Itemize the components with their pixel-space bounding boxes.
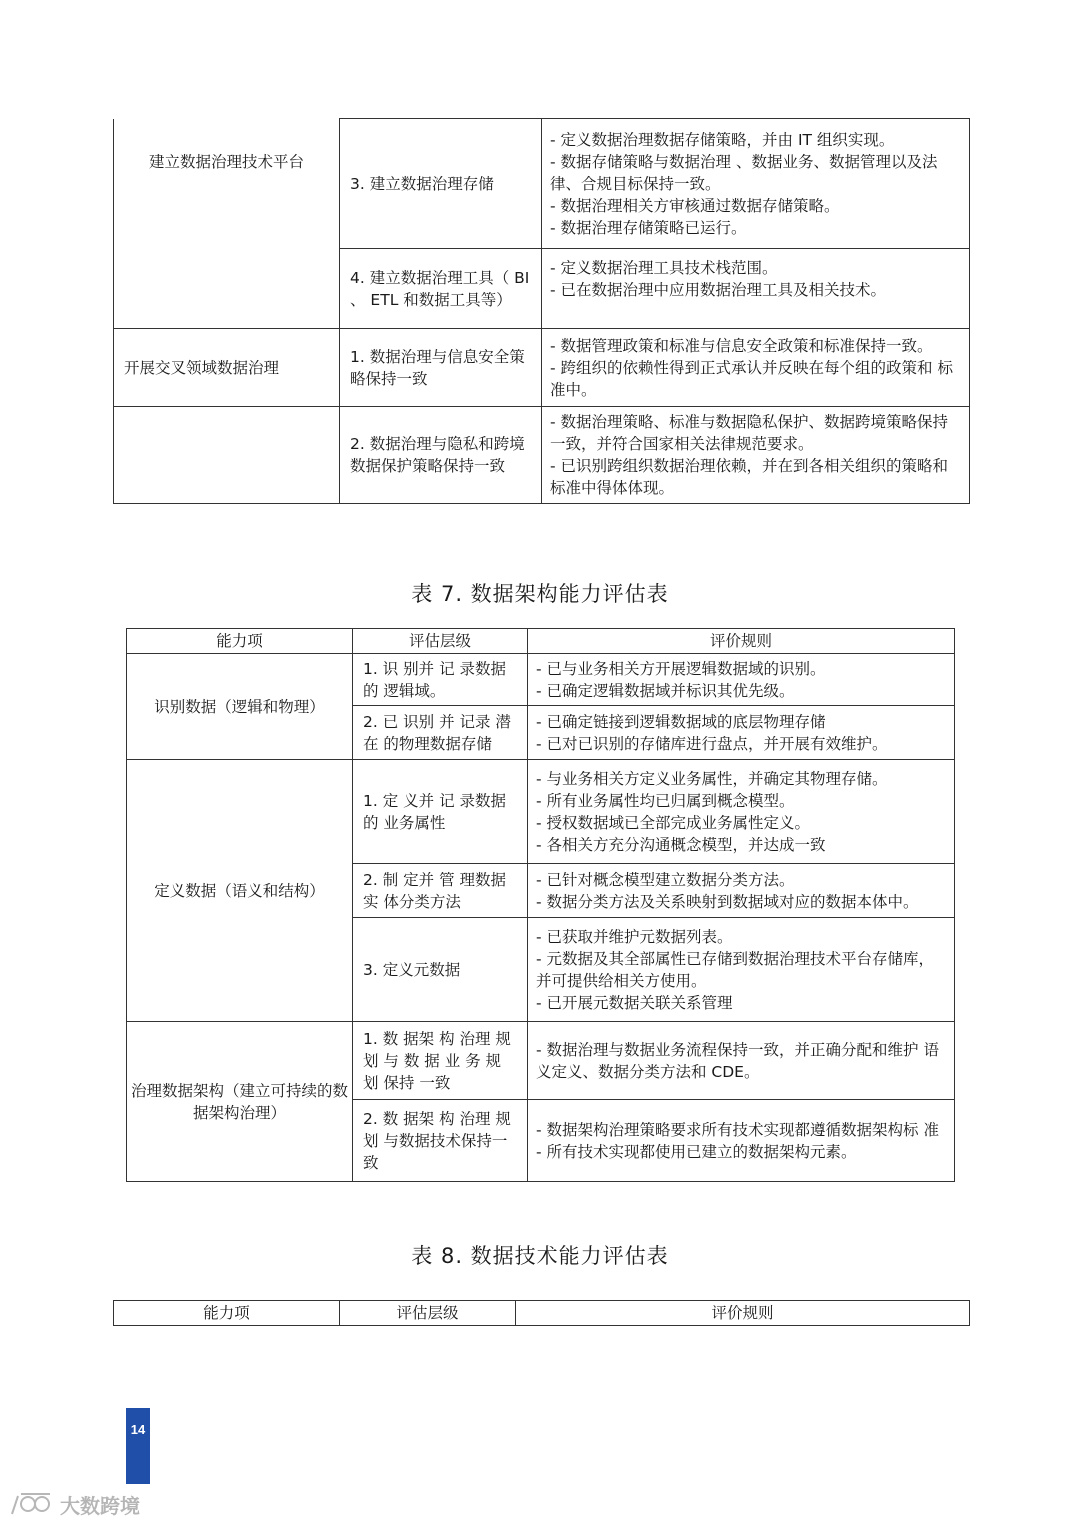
ability-cell xyxy=(114,119,340,329)
rule-line: - 数据存储策略与数据治理 、数据业务、数据管理以及法律、合规目标保持一致。 xyxy=(550,152,938,193)
rule-line: - 定义数据治理工具技术栈范围。 xyxy=(550,259,778,277)
level-cell: 1. 识 别并 记 录数据 的 逻辑域。 xyxy=(353,654,528,706)
rules-cell xyxy=(528,918,955,1022)
table-8-caption: 表 8. 数据技术能力评估表 xyxy=(411,1244,669,1268)
table-6-continued xyxy=(113,118,970,504)
level-cell: 1. 数据治理与信息安全策略保持一致 xyxy=(340,329,542,407)
column-header: 评估层级 xyxy=(353,629,528,654)
page-number-badge: 14 xyxy=(126,1408,150,1484)
table-7-caption: 表 7. 数据架构能力评估表 xyxy=(411,582,669,606)
rules-cell xyxy=(528,864,955,918)
table-row xyxy=(114,407,970,504)
table-row xyxy=(114,119,970,249)
ability-cell: 开展交叉领域数据治理 xyxy=(114,329,340,407)
level-cell: 3. 建立数据治理存储 xyxy=(340,119,542,249)
rules-cell xyxy=(528,760,955,864)
level-cell: 2. 已 识别 并 记录 潜 在 的物理数据存储 xyxy=(353,706,528,760)
rules-cell xyxy=(528,654,955,706)
rules-cell xyxy=(528,706,955,760)
rule-line: - 已针对概念模型建立数据分类方法。 xyxy=(536,870,795,889)
rule-line: - 数据架构治理策略要求所有技术实现都遵循数据架构标 准 xyxy=(536,1120,939,1139)
column-header: 评估层级 xyxy=(340,1301,516,1326)
table-row xyxy=(127,654,955,706)
watermark xyxy=(8,1488,140,1520)
rule-line: - 数据管理政策和标准与信息安全政策和标准保持一致。 xyxy=(550,336,933,355)
rule-line: - 已在数据治理中应用数据治理工具及相关技术。 xyxy=(550,281,887,299)
rule-line: - 已与业务相关方开展逻辑数据域的识别。 xyxy=(536,659,826,678)
ability-cell: 定义数据（语义和结构） xyxy=(127,760,353,1022)
level-cell: 3. 定义元数据 xyxy=(353,918,528,1022)
ig-logo-icon xyxy=(8,1490,54,1518)
level-cell: 4. 建立数据治理工具（ BI 、 ETL 和数据工具等） xyxy=(340,249,542,329)
table-7 xyxy=(126,628,955,1182)
rule-line: - 数据治理相关方审核通过数据存储策略。 xyxy=(550,196,840,215)
rule-line: - 已确定链接到逻辑数据域的底层物理存储 xyxy=(536,712,826,731)
table-row xyxy=(114,329,970,407)
column-header: 评价规则 xyxy=(528,629,955,654)
table-header-row xyxy=(114,1301,970,1326)
ability-label: 建立数据治理技术平台 xyxy=(148,152,304,171)
rule-line: - 跨组织的依赖性得到正式承认并反映在每个组的政策和 标准中。 xyxy=(550,358,953,399)
rule-line: - 数据治理存储策略已运行。 xyxy=(550,218,747,237)
rule-line: - 定义数据治理数据存储策略，并由 IT 组织实现。 xyxy=(550,130,895,149)
rules-cell xyxy=(528,1022,955,1100)
rules-cell xyxy=(542,329,970,407)
rule-line: - 元数据及其全部属性已存储到数据治理技术平台存储库，并可提供给相关方使用。 xyxy=(536,949,935,990)
level-cell: 2. 制 定并 管 理数据 实 体分类方法 xyxy=(353,864,528,918)
column-header: 评价规则 xyxy=(516,1301,970,1326)
table-row xyxy=(127,1022,955,1100)
rule-line: - 已确定逻辑数据域并标识其优先级。 xyxy=(536,681,795,700)
rule-line: - 数据治理策略、标准与数据隐私保护、数据跨境策略保持一致，并符合国家相关法律规范要求。 xyxy=(550,413,949,453)
rule-line: - 所有业务属性均已归属到概念模型。 xyxy=(536,791,795,810)
column-header: 能力项 xyxy=(127,629,353,654)
watermark-text: 大数跨境 xyxy=(60,1493,140,1518)
rule-line: - 已开展元数据关联关系管理 xyxy=(536,993,733,1012)
ability-cell: 治理数据架构（建立可持续的数据架构治理） xyxy=(127,1022,353,1182)
rule-line: - 各相关方充分沟通概念模型，并达成一致 xyxy=(536,835,826,854)
level-cell: 1. 数 据架 构 治理 规 划 与 数 据 业 务 规 划 保持 一致 xyxy=(353,1022,528,1100)
rules-cell xyxy=(542,407,970,504)
rules-cell xyxy=(542,119,970,249)
column-header: 能力项 xyxy=(114,1301,340,1326)
rule-line: - 已对已识别的存储库进行盘点，并开展有效维护。 xyxy=(536,734,888,753)
level-cell: 2. 数 据架 构 治理 规 划 与数据技术保持一致 xyxy=(353,1100,528,1182)
ability-cell: 识别数据（逻辑和物理） xyxy=(127,654,353,760)
rule-line: - 数据治理与数据业务流程保持一致，并正确分配和维护 语义定义、数据分类方法和 CDE。 xyxy=(536,1040,939,1081)
level-cell: 1. 定 义并 记 录数据 的 业务属性 xyxy=(353,760,528,864)
rules-cell xyxy=(528,1100,955,1182)
rule-line: - 所有技术实现都使用已建立的数据架构元素。 xyxy=(536,1142,857,1161)
table-8 xyxy=(113,1300,970,1326)
rule-line: - 已识别跨组织数据治理依赖，并在到各相关组织的策略和标准中得体体现。 xyxy=(550,457,949,497)
rule-line: - 授权数据域已全部完成业务属性定义。 xyxy=(536,813,811,832)
ability-cell xyxy=(114,407,340,504)
table-row xyxy=(127,760,955,864)
rule-line: - 与业务相关方定义业务属性，并确定其物理存储。 xyxy=(536,769,888,788)
rule-line: - 数据分类方法及关系映射到数据域对应的数据本体中。 xyxy=(536,892,919,911)
rule-line: - 已获取并维护元数据列表。 xyxy=(536,927,733,946)
rules-cell xyxy=(542,249,970,329)
level-cell: 2. 数据治理与隐私和跨境 数据保护策略保持一致 xyxy=(340,407,542,504)
table-header-row xyxy=(127,629,955,654)
